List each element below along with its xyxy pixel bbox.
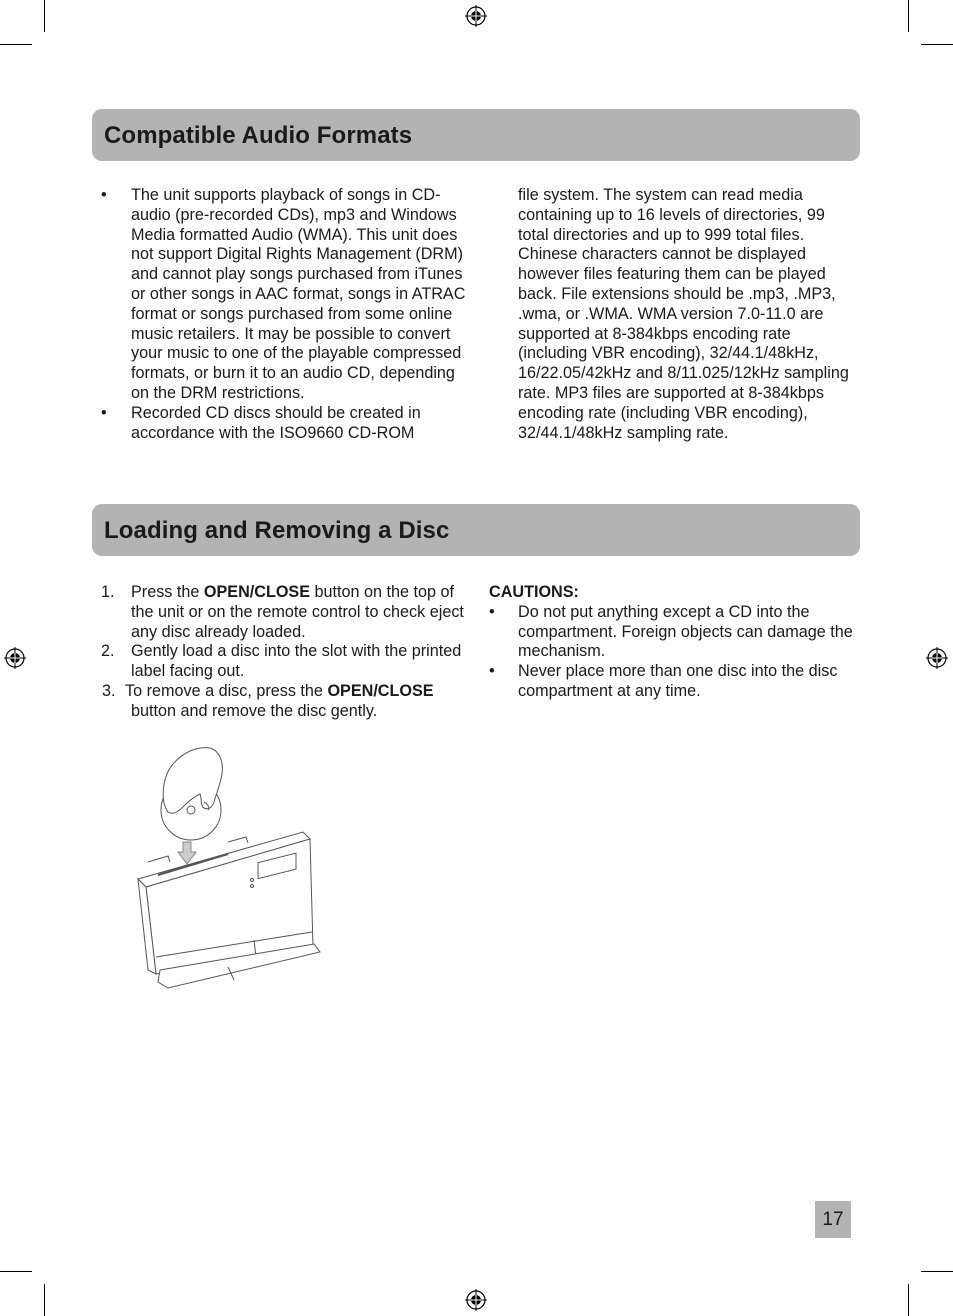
step-text: Gently load a disc into the slot with the printed label facing out. <box>131 642 462 681</box>
crop-mark <box>921 1271 953 1272</box>
step-text: To remove a disc, press the <box>125 681 328 700</box>
step-item <box>93 682 465 722</box>
step-bold: OPEN/CLOSE <box>327 681 434 700</box>
bullet-text: The unit supports playback of songs in CD-audio (pre-recorded CDs), mp3 and Windows Media formatted Audio (WMA). This unit does not support Digital Rights Management (DRM) and cannot play songs purchased from iTunes or other songs in AAC format, songs in ATRAC format or songs purchased from some online music retailers. It may be possible to convert your music to one of the playable compressed formats, or burn it to an audio CD, depending on the DRM restrictions. <box>131 186 466 402</box>
audio-formats-right-column <box>518 186 853 443</box>
crop-mark <box>44 0 45 32</box>
continued-text: file system. The system can read media containing up to 16 levels of directories, 99 total directories and up to 999 total files. Chinese characters cannot be displayed however files featuring them can be played back. File extensions should be .mp3, .MP3, .wma, or .WMA. WMA version 7.0-11.0 are supported at 8-384kbps encoding rate (including VBR encoding), 32/44.1/48kHz, 16/22.05/42kHz and 8/11.025/12kHz sampling rate. MP3 files are supported at 8-384kbps encoding rate (including VBR encoding), 32/44.1/48kHz sampling rate. <box>518 186 849 442</box>
section-title: Loading and Removing a Disc <box>104 517 450 544</box>
step-bold: OPEN/CLOSE <box>203 583 311 601</box>
step-text: button and remove the disc gently. <box>131 701 378 720</box>
crop-mark <box>908 1284 909 1316</box>
registration-mark-icon <box>4 647 26 669</box>
list-item <box>93 404 473 444</box>
step-number: 3. <box>102 681 116 700</box>
step-item <box>93 583 465 642</box>
caution-text: Never place more than one disc into the disc compartment at any time. <box>518 662 838 700</box>
list-item <box>489 662 853 702</box>
step-number: 2. <box>101 642 115 661</box>
down-arrow-icon <box>178 842 196 864</box>
step-number: 1. <box>101 583 115 601</box>
section-header-audio-formats <box>92 109 860 161</box>
section-title: Compatible Audio Formats <box>104 122 413 149</box>
registration-mark-icon <box>926 647 948 669</box>
bullet-icon: • <box>489 602 495 621</box>
bullet-icon: • <box>101 403 107 422</box>
audio-formats-left-column <box>93 186 473 443</box>
registration-mark-icon <box>465 5 487 27</box>
bullet-icon: • <box>101 186 107 204</box>
disc-loading-illustration <box>128 742 328 992</box>
list-item <box>489 603 853 662</box>
cautions-column <box>489 583 853 702</box>
list-item <box>93 186 473 404</box>
section-header-loading-disc <box>92 504 860 556</box>
caution-text: Do not put anything except a CD into the compartment. Foreign objects can damage the mechanism. <box>518 602 853 661</box>
bullet-icon: • <box>489 662 495 681</box>
registration-mark-icon <box>465 1289 487 1311</box>
steps-column <box>93 583 465 722</box>
crop-mark <box>0 44 32 45</box>
step-text: Press the <box>131 583 204 601</box>
crop-mark <box>0 1271 32 1272</box>
crop-mark <box>44 1284 45 1316</box>
bullet-text: Recorded CD discs should be created in accordance with the ISO9660 CD-ROM <box>131 403 421 442</box>
step-item <box>93 642 465 682</box>
crop-mark <box>908 0 909 32</box>
step-text: button on the top of the unit or on the remote control to check eject any disc already loaded. <box>131 583 464 641</box>
crop-mark <box>921 44 953 45</box>
page-number: 17 <box>815 1201 851 1238</box>
cautions-title: CAUTIONS: <box>489 583 579 601</box>
